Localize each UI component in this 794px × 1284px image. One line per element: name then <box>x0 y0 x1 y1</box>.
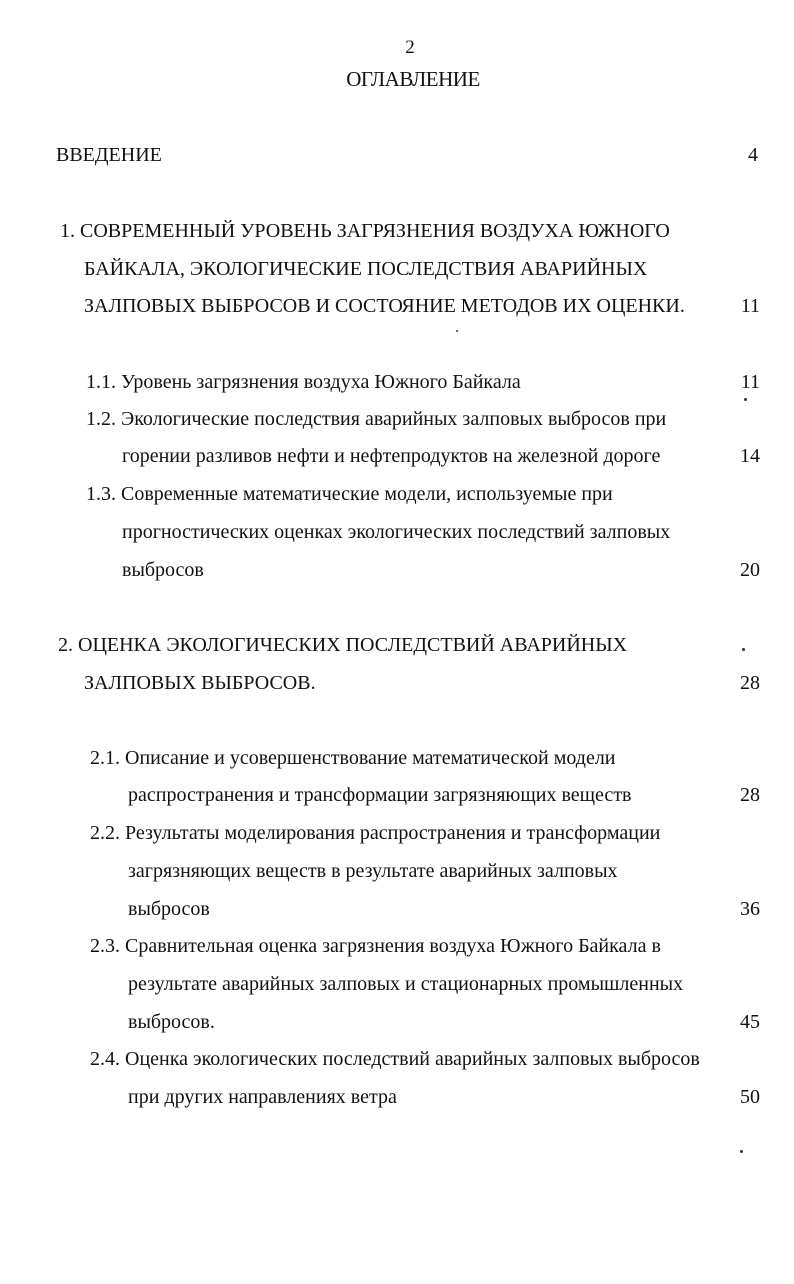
section-2-3-page: 45 <box>740 1011 760 1033</box>
chapter-1-title-line2[interactable]: БАЙКАЛА, ЭКОЛОГИЧЕСКИЕ ПОСЛЕДСТВИЯ АВАРИЙНЫХ <box>84 258 648 280</box>
chapter-1-title-line3: ЗАЛПОВЫХ ВЫБРОСОВ И СОСТОЯНИЕ МЕТОДОВ ИХ ОЦЕНКИ. <box>84 295 685 317</box>
page-number: 2 <box>405 37 415 58</box>
dot-leader <box>221 1010 716 1034</box>
section-1-3-title-line2[interactable]: прогностических оценках экологических последствий залповых <box>122 521 671 543</box>
scan-speck <box>744 398 747 401</box>
section-1-1-page: 11 <box>740 371 760 393</box>
chapter-1-title-line1[interactable]: 1. СОВРЕМЕННЫЙ УРОВЕНЬ ЗАГРЯЗНЕНИЯ ВОЗДУХА ЮЖНОГО <box>60 220 670 242</box>
section-2-1-title-line2: распространения и трансформации загрязняющих веществ <box>128 784 632 806</box>
section-2-1-page: 28 <box>740 784 760 806</box>
section-2-3-title-line1[interactable]: 2.3. Сравнительная оценка загрязнения воздуха Южного Байкала в <box>90 935 661 957</box>
section-1-3-title-line3: выбросов <box>122 559 204 581</box>
toc-heading: ОГЛАВЛЕНИЕ <box>346 67 480 91</box>
scan-speck <box>742 648 745 651</box>
dot-leader <box>322 671 716 695</box>
section-1-3-page: 20 <box>740 559 760 581</box>
section-2-3-title-line3: выбросов. <box>128 1011 215 1033</box>
section-1-2-entry[interactable] <box>122 444 722 468</box>
chapter-2-title-line2: ЗАЛПОВЫХ ВЫБРОСОВ. <box>84 672 316 694</box>
scan-speck <box>740 1150 743 1153</box>
toc-entry-intro-page: 4 <box>748 144 758 166</box>
section-2-1-entry[interactable] <box>128 783 722 807</box>
section-1-1-title: 1.1. Уровень загрязнения воздуха Южного Байкала <box>86 371 521 393</box>
section-2-1-title-line1[interactable]: 2.1. Описание и усовершенствование математической модели <box>90 747 616 769</box>
section-1-1-entry[interactable] <box>86 370 722 394</box>
section-1-2-title-line2: горении разливов нефти и нефтепродуктов на железной дороге <box>122 445 661 467</box>
chapter-1-entry[interactable] <box>84 294 722 318</box>
toc-entry-intro[interactable] <box>56 143 722 167</box>
toc-entry-intro-title: ВВЕДЕНИЕ <box>56 144 162 166</box>
dot-leader <box>168 143 716 167</box>
scan-speck <box>456 330 458 332</box>
section-2-4-title-line1[interactable]: 2.4. Оценка экологических последствий аварийных залповых выбросов <box>90 1048 700 1070</box>
section-2-2-entry[interactable] <box>128 897 722 921</box>
section-1-3-entry[interactable] <box>122 558 722 582</box>
section-2-4-page: 50 <box>740 1086 760 1108</box>
section-2-3-title-line2[interactable]: результате аварийных залповых и стационарных промышленных <box>128 973 684 995</box>
chapter-2-title-line1[interactable]: 2. ОЦЕНКА ЭКОЛОГИЧЕСКИХ ПОСЛЕДСТВИЙ АВАРИЙНЫХ <box>58 634 628 656</box>
dot-leader <box>210 558 716 582</box>
section-2-2-title-line1[interactable]: 2.2. Результаты моделирования распространения и трансформации <box>90 822 661 844</box>
section-2-2-title-line3: выбросов <box>128 898 210 920</box>
section-2-2-title-line2[interactable]: загрязняющих веществ в результате аварийных залповых <box>128 860 618 882</box>
section-1-3-title-line1[interactable]: 1.3. Современные математические модели, используемые при <box>86 483 613 505</box>
dot-leader <box>216 897 716 921</box>
section-2-3-entry[interactable] <box>128 1010 722 1034</box>
section-2-4-entry[interactable] <box>128 1085 722 1109</box>
section-1-2-title-line1[interactable]: 1.2. Экологические последствия аварийных залповых выбросов при <box>86 408 667 430</box>
chapter-1-page: 11 <box>740 295 760 317</box>
section-2-4-title-line2: при других направлениях ветра <box>128 1086 397 1108</box>
chapter-2-page: 28 <box>740 672 760 694</box>
chapter-2-entry[interactable] <box>84 671 722 695</box>
dot-leader <box>403 1085 716 1109</box>
section-2-2-page: 36 <box>740 898 760 920</box>
dot-leader <box>527 370 716 394</box>
section-1-2-page: 14 <box>740 445 760 467</box>
